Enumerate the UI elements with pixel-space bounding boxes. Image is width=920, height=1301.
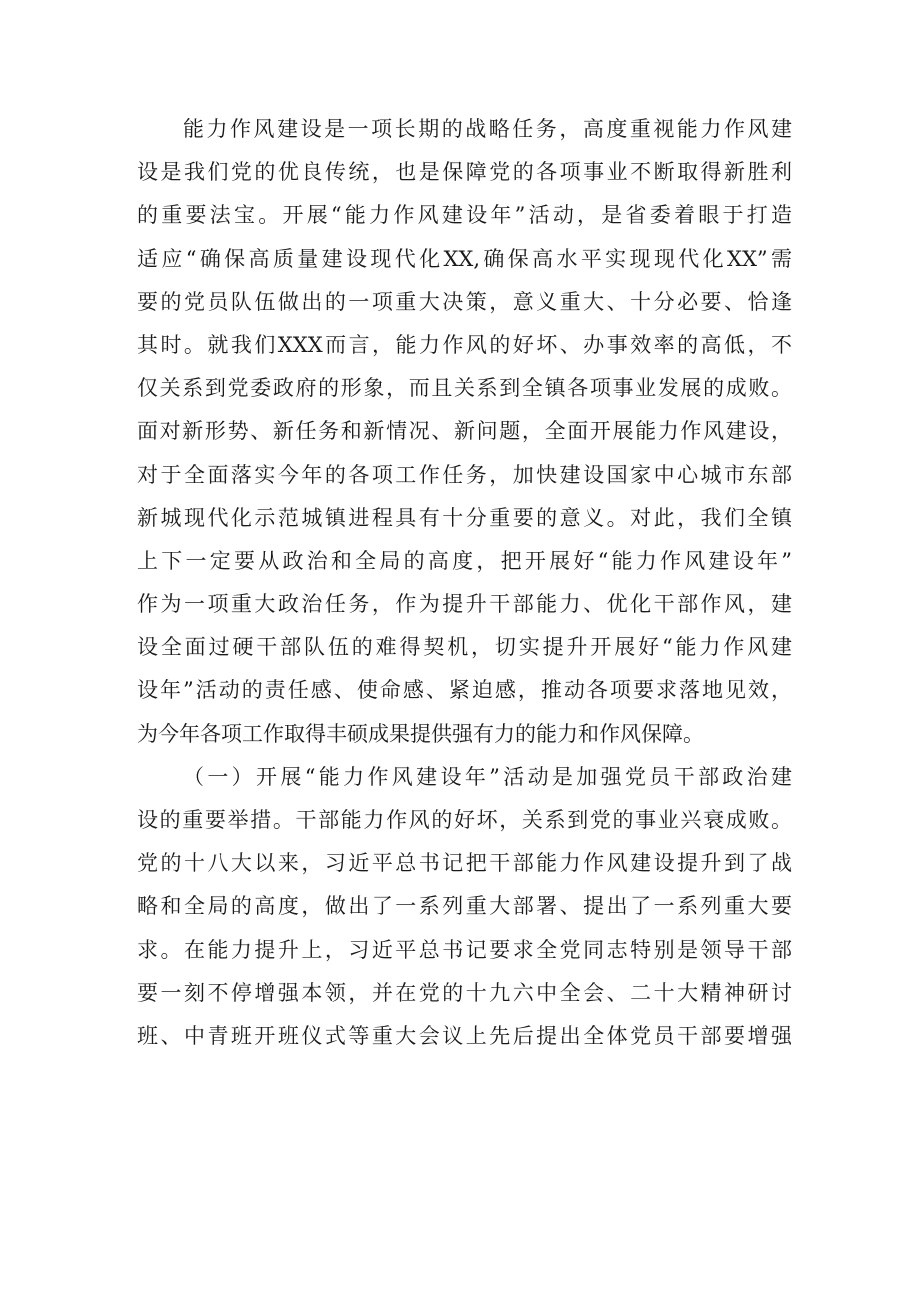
paragraph-2 — [137, 756, 792, 1058]
text-line: 适应“确保高质量建设现代化XX,确保高水平实现现代化XX”需 — [137, 246, 792, 271]
text-line: 为今年各项工作取得丰硕成果提供强有力的能力和作风保障。 — [137, 721, 704, 746]
text-line: 求。在能力提升上，习近平总书记要求全党同志特别是领导干部 — [137, 937, 792, 962]
text-line: 要一刻不停增强本领，并在党的十九六中全会、二十大精神研讨 — [137, 980, 792, 1005]
text-line: 党的十八大以来，习近平总书记把干部能力作风建设提升到了战 — [137, 851, 792, 876]
text-line: 面对新形势、新任务和新情况、新问题，全面开展能力作风建设， — [137, 419, 792, 444]
text-line: 其时。就我们XXX而言，能力作风的好坏、办事效率的高低，不 — [137, 332, 792, 357]
paragraph-1 — [137, 108, 792, 756]
text-line: 作为一项重大政治任务，作为提升干部能力、优化干部作风，建 — [137, 592, 792, 617]
text-line: 要的党员队伍做出的一项重大决策，意义重大、十分必要、恰逢 — [137, 289, 792, 314]
document-body — [137, 108, 792, 1058]
text-line: 设的重要举措。干部能力作风的好坏，关系到党的事业兴衰成败。 — [137, 808, 792, 832]
text-line: 仅关系到党委政府的形象，而且关系到全镇各项事业发展的成败。 — [137, 376, 792, 401]
text-line: 设年”活动的责任感、使命感、紧迫感，推动各项要求落地见效， — [137, 678, 792, 703]
text-line: 设全面过硬干部队伍的难得契机，切实提升开展好“能力作风建 — [137, 635, 792, 660]
text-line: 能力作风建设是一项长期的战略任务，高度重视能力作风建 — [183, 117, 792, 141]
text-line: 新城现代化示范城镇进程具有十分重要的意义。对此，我们全镇 — [137, 505, 792, 530]
text-line: 略和全局的高度，做出了一系列重大部署、提出了一系列重大要 — [137, 894, 792, 919]
text-line: 班、中青班开班仪式等重大会议上先后提出全体党员干部要增强 — [137, 1023, 792, 1048]
text-line: 设是我们党的优良传统，也是保障党的各项事业不断取得新胜利 — [137, 160, 792, 185]
text-line: （一）开展“能力作风建设年”活动是加强党员干部政治建 — [183, 764, 792, 789]
text-line: 的重要法宝。开展“能力作风建设年”活动，是省委着眼于打造 — [137, 203, 792, 228]
text-line: 对于全面落实今年的各项工作任务，加快建设国家中心城市东部 — [137, 462, 792, 487]
text-line: 上下一定要从政治和全局的高度，把开展好“能力作风建设年” — [137, 548, 792, 573]
